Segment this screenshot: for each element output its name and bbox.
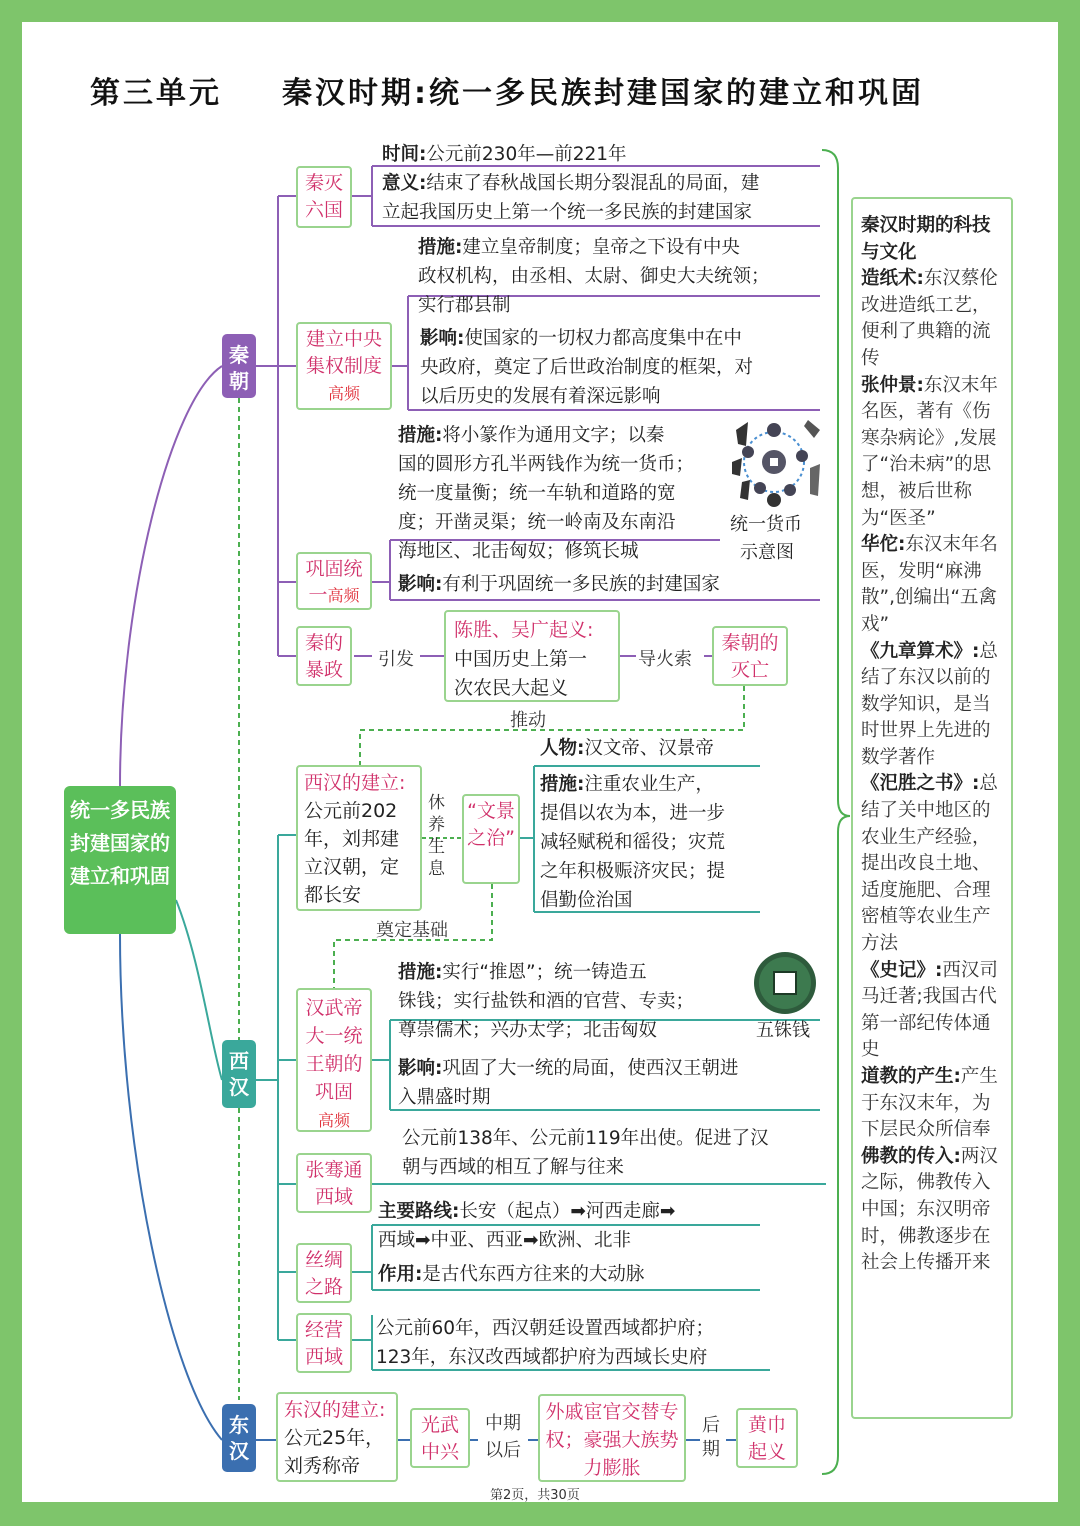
root-node: 统一多民族封建国家的建立和巩固 <box>64 786 176 934</box>
unit-title: 第三单元 <box>90 76 222 111</box>
currency-caption-2: 示意图 <box>740 542 794 563</box>
wuzhu-coin-image <box>752 950 818 1016</box>
xihan-branch-line <box>256 835 278 1340</box>
link-xiuyang: 休养生息 <box>428 793 445 879</box>
culture-item: 《九章算术》:总结了东汉以前的数学知识，是当时世界上先进的数学著作 <box>861 640 998 768</box>
node-chensheng-uprising: 陈胜、吴广起义: 中国历史上第一 次农民大起义 <box>444 610 620 702</box>
node-qin-fall: 秦朝的灭亡 <box>712 626 788 686</box>
wenjing-measures: 措施:注重农业生产， 提倡以农为本，进一步 减轻赋税和徭役；灾荒 之年积极赈济灾民；提 倡勤俭治国 <box>540 774 726 911</box>
silu-role: 作用:是古代东西方往来的大动脉 <box>378 1264 645 1285</box>
wuzhu-caption: 五铢钱 <box>756 1020 810 1041</box>
node-donghan-jianli: 东汉的建立: 公元25年， 刘秀称帝 <box>276 1392 398 1482</box>
link-daohuosuo: 导火索 <box>638 649 692 670</box>
dynasty-qin: 秦朝 <box>222 334 256 398</box>
node-qin-baozheng: 秦的暴政 <box>296 626 352 686</box>
jingying-text: 公元前60年，西汉朝廷设置西域都护府； 123年，东汉改西域都护府为西域长史府 <box>376 1318 715 1368</box>
culture-item: 道教的产生:产生于东汉末年，为下层民众所信奉 <box>861 1066 998 1141</box>
qin-gonggu-effect: 影响:有利于巩固统一多民族的封建国家 <box>398 574 720 595</box>
link-zhongqi: 中期以后 <box>485 1413 521 1461</box>
qin-gonggu-measures: 措施:将小篆作为通用文字；以秦 国的圆形方孔半两钱作为统一货币； 统一度量衡；统一车轨和道路的宽 度；开凿灵渠；统一岭南及东南沿 海地区、北击匈奴；修筑长城 <box>398 425 695 562</box>
link-dianding: 奠定基础 <box>376 920 448 941</box>
dynasty-xihan: 西汉 <box>222 1040 256 1108</box>
node-qin-jianli-jiquan: 建立中央集权制度高频 <box>296 322 392 410</box>
node-huangjin: 黄巾起义 <box>736 1408 798 1468</box>
link-yinfa: 引发 <box>378 649 414 670</box>
qin-jianli-effect: 影响:使国家的一切权力都高度集中在中 央政府，奠定了后世政治制度的框架，对 以后历史的发展有着深远影响 <box>420 328 754 407</box>
wenjing-people: 人物:汉文帝、汉景帝 <box>540 738 714 759</box>
wudi-effect: 影响:巩固了大一统的局面，使西汉王朝进 入鼎盛时期 <box>398 1058 739 1108</box>
page-footer: 第2页，共30页 <box>490 1488 580 1503</box>
culture-item: 《史记》:西汉司马迁著;我国古代第一部纪传体通史 <box>861 959 998 1061</box>
culture-title: 秦汉时期的科技与文化 <box>861 215 991 263</box>
culture-box <box>851 197 1013 1419</box>
unified-currency-image <box>724 416 824 512</box>
dynasty-donghan: 东汉 <box>222 1404 256 1472</box>
node-jingying: 经营西域 <box>296 1313 352 1373</box>
link-houqi: 后期 <box>702 1415 720 1460</box>
node-qin-mie-liuguo: 秦灭六国 <box>296 166 352 228</box>
node-qin-gonggu: 巩固统一高频 <box>296 552 372 610</box>
culture-item: 佛教的传入:两汉之际，佛教传入中国；东汉明帝时，佛教逐步在社会上传播开来 <box>861 1145 998 1274</box>
qin-branch-line <box>256 196 278 656</box>
node-zhangqian: 张骞通西域 <box>296 1153 372 1213</box>
node-wudi: 汉武帝大一统王朝的巩固 高频 <box>296 988 372 1132</box>
culture-item: 《汜胜之书》:总结了关中地区的农业生产经验，提出改良土地、适度施肥、合理密植等农业生产方法 <box>861 773 998 955</box>
qin-jianli-measures: 措施:建立皇帝制度；皇帝之下设有中央 政权机构，由丞相、太尉、御史大夫统领； 实行郡县制 <box>418 237 770 316</box>
qin-mie-meaning: 意义:结束了春秋战国长期分裂混乱的局面，建 立起我国历史上第一个统一多民族的封建国家 <box>382 173 760 223</box>
root-to-xihan-line <box>176 900 222 1080</box>
culture-item: 张仲景:东汉末年名医，著有《伤寒杂病论》,发展了“治未病”的思想，被后世称为“医圣” <box>861 374 998 529</box>
node-xihan-jianli: 西汉的建立: 公元前202 年，刘邦建 立汉朝，定 都长安 <box>296 765 422 911</box>
node-silu: 丝绸之路 <box>296 1243 352 1303</box>
currency-caption-1: 统一货币 <box>730 514 802 535</box>
node-guangwu: 光武中兴 <box>410 1408 470 1468</box>
root-to-qin-line <box>120 366 222 786</box>
silu-route: 主要路线:长安（起点）➡河西走廊➡ 西域➡中亚、西亚➡欧洲、北非 <box>378 1201 676 1251</box>
link-tuidong: 推动 <box>510 710 546 731</box>
culture-item: 华佗:东汉末年名医，发明“麻沸散”,创编出“五禽戏” <box>861 534 998 635</box>
node-waiqi: 外戚宦官交替专权；豪强大族势力膨胀 <box>538 1394 686 1482</box>
qin-mie-time: 时间:公元前230年—前221年 <box>382 144 627 165</box>
topic-title: 秦汉时期:统一多民族封建国家的建立和巩固 <box>282 76 924 111</box>
wudi-measures: 措施:实行“推恩”；统一铸造五 铢钱；实行盐铁和酒的官营、专卖； 尊崇儒术；兴办太学；北击匈奴 <box>398 962 695 1041</box>
culture-item: 造纸术:东汉蔡伦改进造纸工艺，便利了典籍的流传 <box>861 268 998 369</box>
node-wenjing: “文景之治” <box>462 794 520 884</box>
zhangqian-text: 公元前138年、公元前119年出使。促进了汉 朝与西域的相互了解与往来 <box>402 1128 769 1178</box>
